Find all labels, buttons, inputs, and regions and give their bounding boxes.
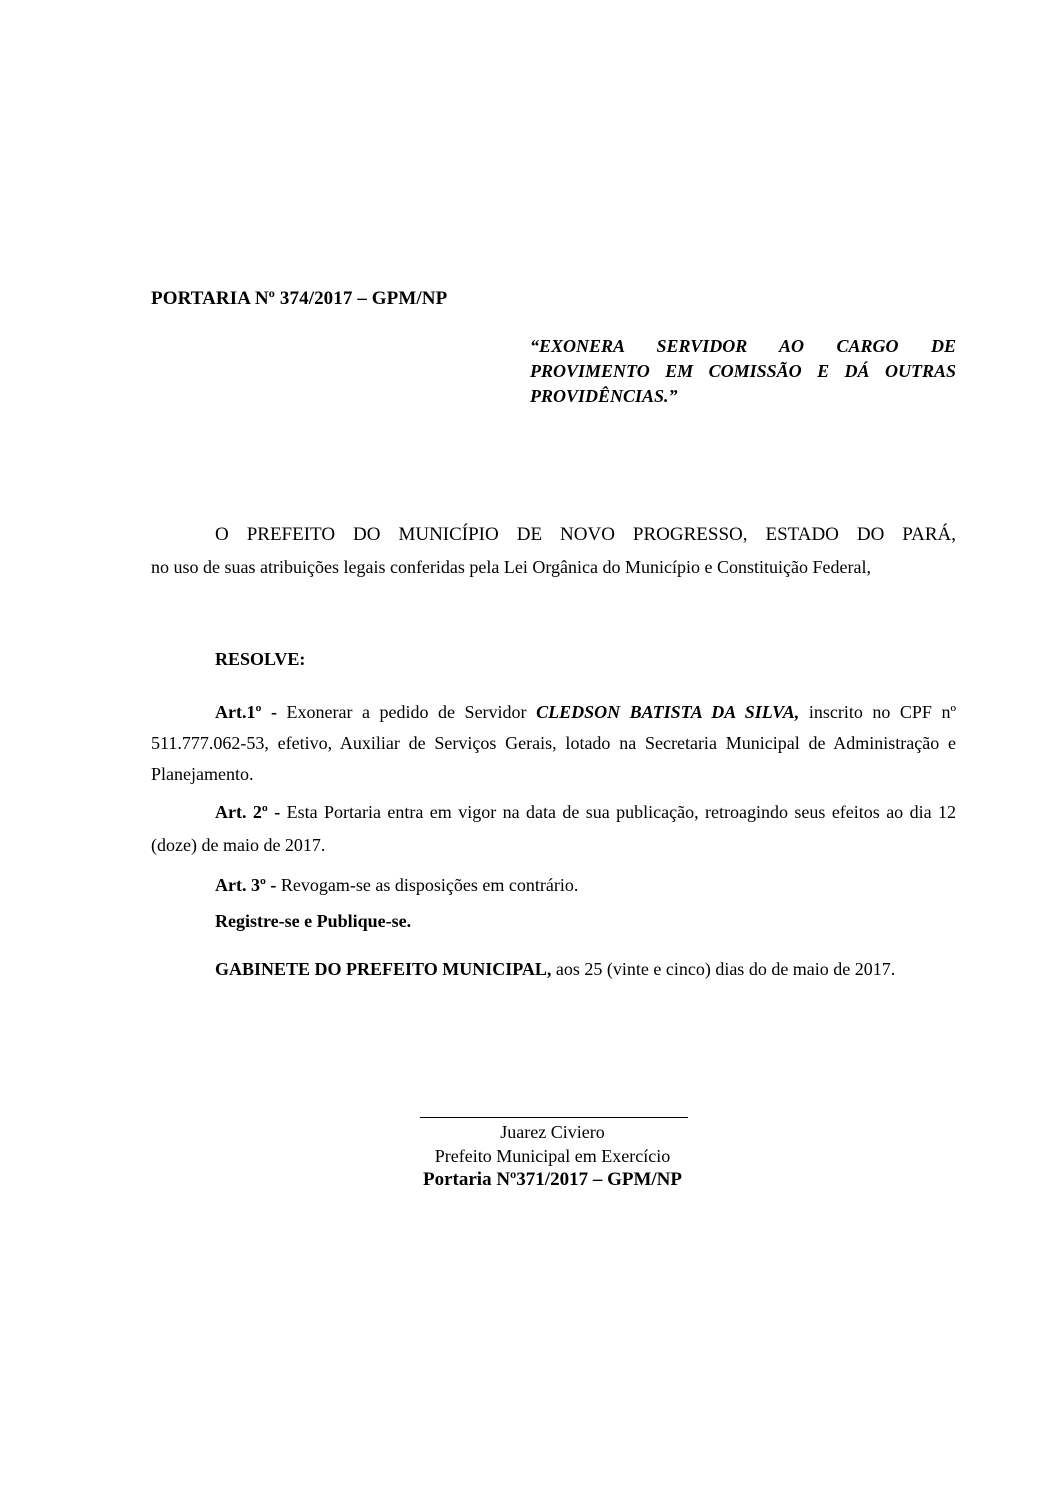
- closing: [151, 953, 956, 986]
- preamble-authority: O PREFEITO DO MUNICÍPIO DE NOVO PROGRESSO, ESTADO DO PARÁ,: [215, 524, 956, 545]
- article-1-name: CLEDSON BATISTA DA SILVA,: [536, 702, 800, 722]
- article-3-text: Revogam-se as disposições em contrário.: [280, 875, 579, 895]
- article-2: [151, 796, 956, 862]
- ementa-line-2: PROVIMENTO EM COMISSÃO E DÁ OUTRAS: [530, 361, 956, 381]
- article-2-text: Esta Portaria entra em vigor na data de sua publicação, retroagindo seus efeitos ao dia 12 (doze) de maio de 2017.: [151, 802, 956, 855]
- resolve-heading: RESOLVE:: [215, 649, 306, 669]
- signature-line: [420, 1117, 688, 1118]
- article-1-text-before: Exonerar a pedido de Servidor: [286, 702, 527, 722]
- ementa-line-1: “EXONERA SERVIDOR AO CARGO DE: [530, 336, 956, 356]
- article-1-text-after: inscrito no CPF nº 511.777.062-53, efetivo, Auxiliar de Serviços Gerais, lotado na Secretaria Municipal de Administração e Planejamento.: [151, 702, 957, 784]
- article-3-label: Art. 3º -: [215, 875, 277, 895]
- article-2-label: Art. 2º -: [215, 802, 281, 822]
- article-1-label: Art.1º -: [215, 702, 277, 722]
- portaria-title: PORTARIA Nº 374/2017 – GPM/NP: [151, 288, 448, 309]
- closing-text: aos 25 (vinte e cinco) dias do de maio de 2017.: [555, 959, 896, 979]
- article-1: [151, 697, 956, 790]
- preamble-text: no uso de suas atribuições legais conferidas pela Lei Orgânica do Município e Constituição Federal,: [151, 557, 871, 577]
- preamble: [151, 518, 956, 584]
- signatory-role: Prefeito Municipal em Exercício: [434, 1146, 671, 1166]
- signatory-name: Juarez Civiero: [500, 1122, 605, 1142]
- signatory-reference: Portaria Nº371/2017 – GPM/NP: [422, 1169, 683, 1190]
- closing-label: GABINETE DO PREFEITO MUNICIPAL,: [215, 959, 552, 979]
- ementa: [530, 334, 956, 409]
- registre-publique: Registre-se e Publique-se.: [215, 911, 412, 931]
- ementa-line-3: PROVIDÊNCIAS.”: [530, 386, 678, 406]
- article-3: [215, 869, 578, 902]
